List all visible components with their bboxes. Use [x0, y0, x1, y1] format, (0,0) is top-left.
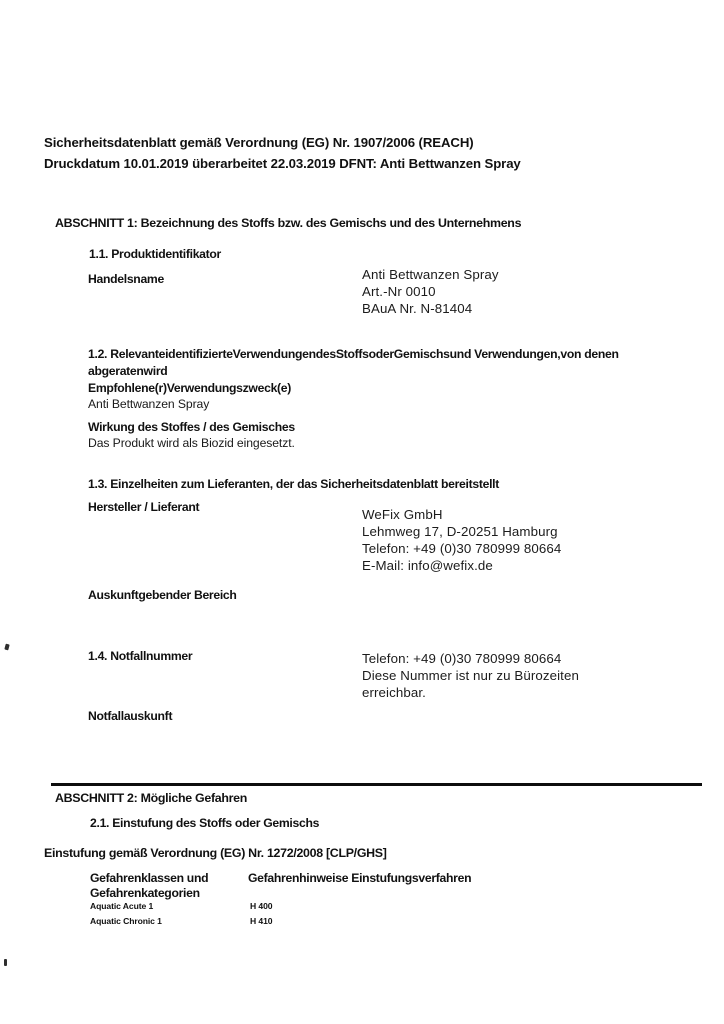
supplier-label: Hersteller / Lieferant	[88, 500, 200, 514]
emergency-line: Diese Nummer ist nur zu Bürozeiten	[362, 668, 579, 683]
hazard-table-col2-header: Gefahrenhinweise Einstufungsverfahren	[248, 871, 472, 885]
trade-name-line: Art.-Nr 0010	[362, 284, 436, 299]
trade-name-line: Anti Bettwanzen Spray	[362, 267, 499, 282]
hazard-class-category: 1	[157, 916, 162, 926]
hazard-table-col1-header-line1: Gefahrenklassen und	[90, 871, 209, 885]
section1-heading: ABSCHNITT 1: Bezeichnung des Stoffs bzw. des Gemischs und des Unternehmens	[55, 216, 522, 230]
hazard-class-name: Aquatic Chronic	[90, 916, 155, 926]
trade-name-label: Handelsname	[88, 272, 164, 286]
emergency-line: erreichbar.	[362, 685, 426, 700]
section2-1-heading: 2.1. Einstufung des Stoffs oder Gemischs	[90, 816, 320, 830]
hazard-class-category: 1	[148, 901, 154, 911]
supplier-line: Telefon: +49 (0)30 780999 80664	[362, 541, 562, 556]
hazard-table-row	[90, 901, 153, 911]
section2-heading: ABSCHNITT 2: Mögliche Gefahren	[55, 791, 248, 805]
emergency-line: Telefon: +49 (0)30 780999 80664	[362, 651, 562, 666]
emergency-number-value	[362, 650, 579, 701]
info-department-label: Auskunftgebender Bereich	[88, 588, 237, 602]
supplier-value	[362, 506, 561, 574]
scan-speck-2	[4, 959, 7, 966]
hazard-class-name: Aquatic Acute	[90, 901, 147, 911]
hazard-statement: H 410	[250, 916, 273, 926]
document-title-line2: Druckdatum 10.01.2019 überarbeitet 22.03.2019 DFNT: Anti Bettwanzen Spray	[44, 156, 521, 171]
emergency-info-label: Notfallauskunft	[88, 709, 173, 723]
hazard-statement: H 400	[250, 901, 273, 911]
section-divider	[51, 783, 702, 786]
effect-label: Wirkung des Stoffes / des Gemisches	[88, 420, 295, 434]
trade-name-value	[362, 266, 499, 317]
supplier-line: WeFix GmbH	[362, 507, 443, 522]
section1-2-heading-line2: abgeratenwird	[88, 364, 168, 378]
supplier-line: Lehmweg 17, D-20251 Hamburg	[362, 524, 558, 539]
scan-speck-1	[4, 644, 9, 651]
trade-name-line: BAuA Nr. N-81404	[362, 301, 473, 316]
recommended-use-label: Empfohlene(r)Verwendungszweck(e)	[88, 381, 292, 395]
document-title-line1: Sicherheitsdatenblatt gemäß Verordnung (EG) Nr. 1907/2006 (REACH)	[44, 135, 474, 150]
section1-3-heading: 1.3. Einzelheiten zum Lieferanten, der das Sicherheitsdatenblatt bereitstellt	[88, 477, 500, 491]
hazard-table-col1-header-line2: Gefahrenkategorien	[90, 886, 200, 900]
effect-value: Das Produkt wird als Biozid eingesetzt.	[88, 436, 295, 450]
section1-4-heading: 1.4. Notfallnummer	[88, 649, 193, 663]
supplier-line: E-Mail: info@wefix.de	[362, 558, 493, 573]
hazard-table-row	[90, 916, 162, 926]
section1-1-heading: 1.1. Produktidentifikator	[89, 247, 222, 261]
recommended-use-value: Anti Bettwanzen Spray	[88, 397, 210, 411]
classification-heading: Einstufung gemäß Verordnung (EG) Nr. 1272/2008 [CLP/GHS]	[44, 846, 387, 860]
section1-2-heading-line1: 1.2. RelevanteidentifizierteVerwendungendesStoffsoderGemischsund Verwendungen,von denen	[88, 347, 619, 361]
